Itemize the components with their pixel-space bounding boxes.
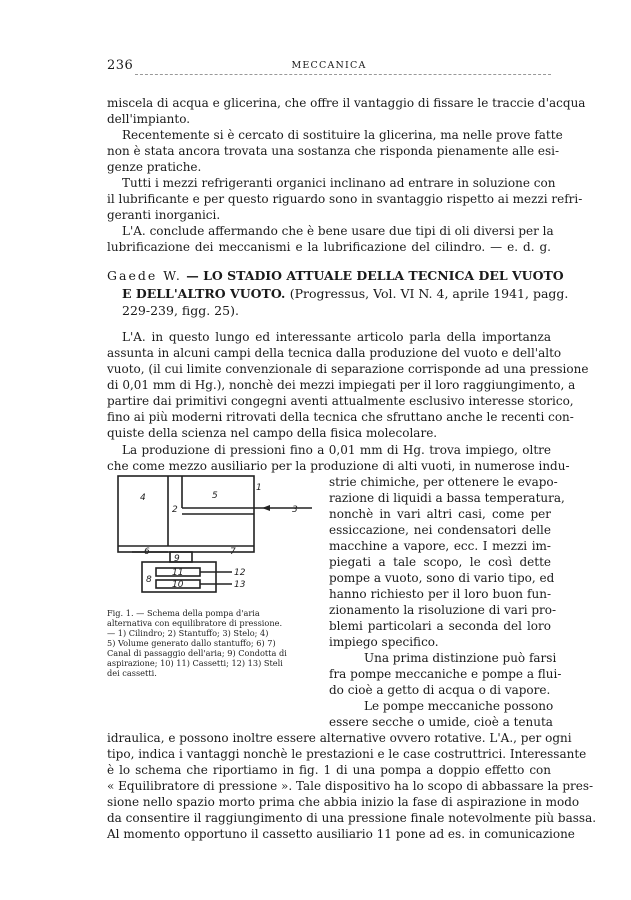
body-right-line: do cioè a getto di acqua o di vapore. xyxy=(329,683,551,697)
caption-line: Canal di passaggio dell'aria; 9) Condotta di xyxy=(107,648,287,658)
body-line: è lo schema che riportiamo in fig. 1 di una pompa a doppio effetto con xyxy=(107,763,551,777)
intro-line: genze pratiche. xyxy=(107,160,202,174)
label-7: 7 xyxy=(230,547,236,557)
body-right-line: piegati a tale scopo, le così dette xyxy=(329,555,551,569)
body-right-line: zionamento la risoluzione di vari pro- xyxy=(329,603,557,617)
body-right-line: pompe a vuoto, sono di vario tipo, ed xyxy=(329,571,555,585)
label-3: 3 xyxy=(292,505,298,515)
header-rule xyxy=(135,74,551,75)
intro-line: Tutti i mezzi refrigeranti organici inclinano ad entrare in soluzione con xyxy=(122,176,556,190)
intro-line: non è stata ancora trovata una sostanza che risponda pienamente alle esi- xyxy=(107,144,560,158)
body-line: partire dai primitivi congegni aventi attualmente esclusivo interesse storico, xyxy=(107,394,574,408)
article-author: Gaede W. xyxy=(107,268,182,283)
body-line: vuoto, (il cui limite convenzionale di separazione corrisponde ad una pressione xyxy=(107,362,589,376)
body-line: La produzione di pressioni fino a 0,01 mm di Hg. trova impiego, oltre xyxy=(122,443,551,457)
label-8: 8 xyxy=(146,575,152,585)
body-right-line: fra pompe meccaniche e pompe a flui- xyxy=(329,667,562,681)
label-5: 5 xyxy=(212,491,218,501)
article-source-cont: 229-239, figg. 25). xyxy=(122,303,239,318)
caption-line: dei cassetti. xyxy=(107,668,157,678)
intro-line: lubrificazione dei meccanismi e la lubrificazione del cilindro. — e. d. g. xyxy=(107,240,551,254)
body-right-line: hanno richiesto per il loro buon fun- xyxy=(329,587,551,601)
body-right-line: Una prima distinzione può farsi xyxy=(364,651,557,665)
body-line: da consentire il raggiungimento di una pressione finale notevolmente più bassa. xyxy=(107,811,597,825)
body-right-line: Le pompe meccaniche possono xyxy=(364,699,554,713)
article-title-part-2: E DELL'ALTRO VUOTO. xyxy=(122,286,286,301)
caption-line: alternativa con equilibratore di pressione. xyxy=(107,618,283,628)
article-source: (Progressus, Vol. VI N. 4, aprile 1941, pagg. xyxy=(289,286,569,301)
intro-line: Recentemente si è cercato di sostituire la glicerina, ma nelle prove fatte xyxy=(122,128,563,142)
caption-line: — 1) Cilindro; 2) Stantuffo; 3) Stelo; 4) xyxy=(107,628,269,638)
intro-line: dell'impianto. xyxy=(107,112,191,126)
body-line: sione nello spazio morto prima che abbia inizio la fase di aspirazione in modo xyxy=(107,795,580,809)
body-right-line: essere secche o umide, cioè a tenuta xyxy=(329,715,553,729)
arrow-head xyxy=(262,505,270,511)
label-9: 9 xyxy=(174,554,180,564)
body-line: di 0,01 mm di Hg.), nonchè dei mezzi impiegati per il loro raggiungimento, a xyxy=(107,378,576,392)
body-line: idraulica, e possono inoltre essere alternative ovvero rotative. L'A., per ogni xyxy=(107,731,572,745)
page-number: 236 xyxy=(107,58,134,73)
body-line: « Equilibratore di pressione ». Tale dispositivo ha lo scopo di abbassare la pres- xyxy=(107,779,594,793)
body-right-line: macchine a vapore, ecc. I mezzi im- xyxy=(329,539,551,553)
intro-line: il lubrificante e per questo riguardo sono in svantaggio rispetto ai mezzi refri- xyxy=(107,192,583,206)
label-1: 1 xyxy=(256,483,262,493)
article-title-part-1: — LO STADIO ATTUALE DELLA TECNICA DEL VUOTO xyxy=(186,268,564,283)
article-title-line-3 xyxy=(122,303,239,319)
body-right-line: blemi particolari a seconda del loro xyxy=(329,619,551,633)
label-2: 2 xyxy=(172,505,178,515)
article-title-line-1 xyxy=(107,268,564,284)
intro-line: L'A. conclude affermando che è bene usare due tipi di oli diversi per la xyxy=(122,224,554,238)
body-right-line: essiccazione, nei condensatori delle xyxy=(329,523,551,537)
label-13: 13 xyxy=(234,580,246,590)
label-11: 11 xyxy=(172,568,184,578)
label-6: 6 xyxy=(144,547,150,557)
caption-line: 5) Volume generato dallo stantuffo; 6) 7) xyxy=(107,638,276,648)
running-title: MECCANICA xyxy=(291,60,367,71)
intro-line: miscela di acqua e glicerina, che offre il vantaggio di fissare le traccie d'acqua xyxy=(107,96,586,110)
label-4: 4 xyxy=(140,493,146,503)
body-line: che come mezzo ausiliario per la produzione di alti vuoti, in numerose indu- xyxy=(107,459,570,473)
body-right-line: nonchè in vari altri casi, come per xyxy=(329,507,551,521)
body-line: L'A. in questo lungo ed interessante articolo parla della importanza xyxy=(122,330,551,344)
body-line: assunta in alcuni campi della tecnica dalla produzione del vuoto e dell'alto xyxy=(107,346,562,360)
label-10: 10 xyxy=(172,580,184,590)
body-line: quiste della scienza nel campo della fisica molecolare. xyxy=(107,426,438,440)
pump-diagram xyxy=(112,468,322,598)
intro-line: geranti inorganici. xyxy=(107,208,221,222)
body-line: tipo, indica i vantaggi nonchè le prestazioni e le case costruttrici. Interessante xyxy=(107,747,587,761)
body-right-line: razione di liquidi a bassa temperatura, xyxy=(329,491,565,505)
caption-line: aspirazione; 10) 11) Cassetti; 12) 13) Steli xyxy=(107,658,283,668)
label-12: 12 xyxy=(234,568,246,578)
body-line: fino ai più moderni ritrovati della tecnica che sfruttano anche le recenti con- xyxy=(107,410,574,424)
body-line: Al momento opportuno il cassetto ausiliario 11 pone ad es. in comunicazione xyxy=(107,827,575,841)
caption-line: Fig. 1. — Schema della pompa d'aria xyxy=(107,608,260,618)
article-title-line-2 xyxy=(122,286,568,302)
body-right-line: strie chimiche, per ottenere le evapo- xyxy=(329,475,558,489)
page-header xyxy=(107,58,551,76)
body-right-line: impiego specifico. xyxy=(329,635,439,649)
